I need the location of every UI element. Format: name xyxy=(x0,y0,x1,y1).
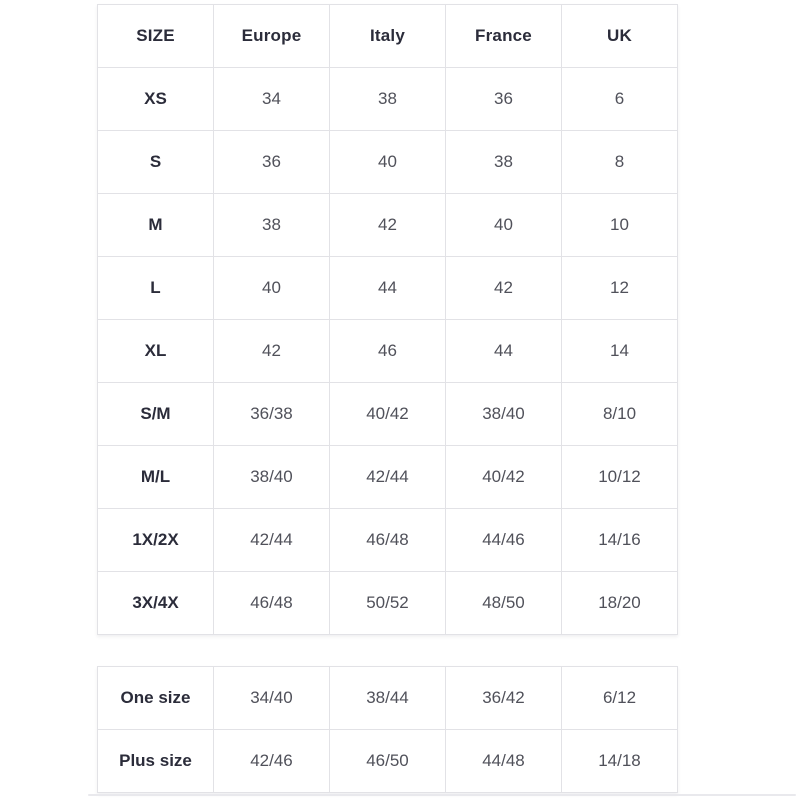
value-cell: 6/12 xyxy=(562,667,678,730)
size-label-cell: M/L xyxy=(98,446,214,509)
value-cell: 42 xyxy=(330,194,446,257)
header-cell-europe: Europe xyxy=(214,5,330,68)
value-cell: 42/46 xyxy=(214,730,330,793)
value-cell: 10/12 xyxy=(562,446,678,509)
table-row xyxy=(98,667,678,730)
one-size-plus-size-table xyxy=(97,666,678,793)
size-label-cell: M xyxy=(98,194,214,257)
table-row xyxy=(98,730,678,793)
value-cell: 46/48 xyxy=(214,572,330,635)
value-cell: 38/40 xyxy=(214,446,330,509)
header-cell-uk: UK xyxy=(562,5,678,68)
value-cell: 44 xyxy=(446,320,562,383)
value-cell: 10 xyxy=(562,194,678,257)
size-label-cell: S xyxy=(98,131,214,194)
header-cell-size: SIZE xyxy=(98,5,214,68)
value-cell: 14/16 xyxy=(562,509,678,572)
value-cell: 14/18 xyxy=(562,730,678,793)
size-label-cell: S/M xyxy=(98,383,214,446)
value-cell: 34 xyxy=(214,68,330,131)
value-cell: 40 xyxy=(214,257,330,320)
value-cell: 50/52 xyxy=(330,572,446,635)
value-cell: 38 xyxy=(330,68,446,131)
value-cell: 44/48 xyxy=(446,730,562,793)
value-cell: 38 xyxy=(446,131,562,194)
header-cell-france: France xyxy=(446,5,562,68)
value-cell: 40/42 xyxy=(446,446,562,509)
table-row xyxy=(98,68,678,131)
value-cell: 44/46 xyxy=(446,509,562,572)
bottom-shadow-divider xyxy=(88,794,796,796)
value-cell: 8 xyxy=(562,131,678,194)
value-cell: 36/42 xyxy=(446,667,562,730)
table-row xyxy=(98,383,678,446)
table-row xyxy=(98,572,678,635)
size-label-cell: Plus size xyxy=(98,730,214,793)
value-cell: 6 xyxy=(562,68,678,131)
value-cell: 46/50 xyxy=(330,730,446,793)
value-cell: 48/50 xyxy=(446,572,562,635)
value-cell: 46/48 xyxy=(330,509,446,572)
value-cell: 42 xyxy=(214,320,330,383)
table-row xyxy=(98,509,678,572)
size-label-cell: L xyxy=(98,257,214,320)
value-cell: 40 xyxy=(446,194,562,257)
value-cell: 8/10 xyxy=(562,383,678,446)
value-cell: 38/44 xyxy=(330,667,446,730)
value-cell: 42/44 xyxy=(214,509,330,572)
table-row xyxy=(98,446,678,509)
value-cell: 46 xyxy=(330,320,446,383)
table-row xyxy=(98,131,678,194)
size-label-cell: XL xyxy=(98,320,214,383)
value-cell: 36/38 xyxy=(214,383,330,446)
table-row xyxy=(98,194,678,257)
value-cell: 14 xyxy=(562,320,678,383)
value-cell: 42/44 xyxy=(330,446,446,509)
value-cell: 36 xyxy=(446,68,562,131)
value-cell: 40 xyxy=(330,131,446,194)
value-cell: 18/20 xyxy=(562,572,678,635)
value-cell: 38/40 xyxy=(446,383,562,446)
size-label-cell: 3X/4X xyxy=(98,572,214,635)
size-label-cell: 1X/2X xyxy=(98,509,214,572)
value-cell: 40/42 xyxy=(330,383,446,446)
value-cell: 34/40 xyxy=(214,667,330,730)
value-cell: 42 xyxy=(446,257,562,320)
size-label-cell: One size xyxy=(98,667,214,730)
size-conversion-table xyxy=(97,4,678,635)
header-row xyxy=(98,5,678,68)
value-cell: 36 xyxy=(214,131,330,194)
table-row xyxy=(98,320,678,383)
value-cell: 44 xyxy=(330,257,446,320)
header-cell-italy: Italy xyxy=(330,5,446,68)
size-label-cell: XS xyxy=(98,68,214,131)
value-cell: 12 xyxy=(562,257,678,320)
value-cell: 38 xyxy=(214,194,330,257)
table-row xyxy=(98,257,678,320)
